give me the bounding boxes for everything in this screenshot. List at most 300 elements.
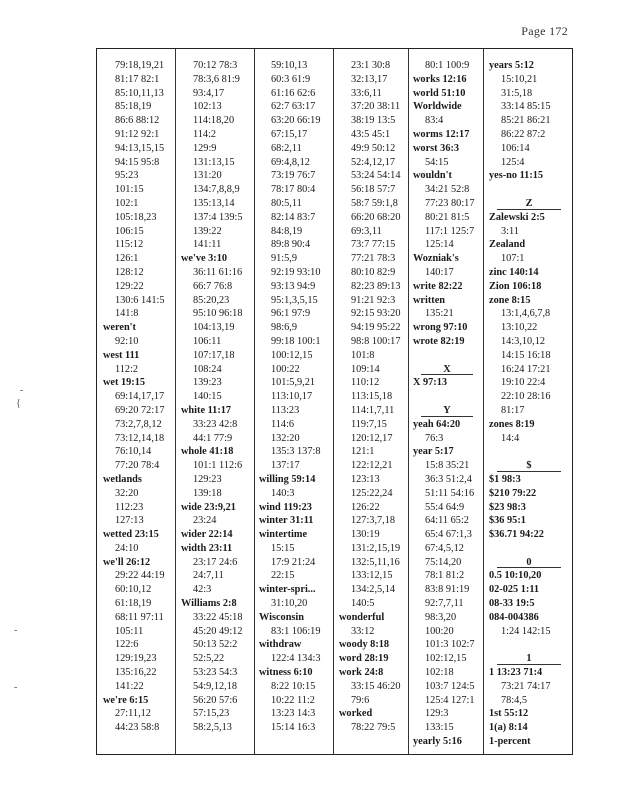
index-entry-ref: 54:15 [425, 156, 449, 168]
index-entry-term: 1(a) 8:14 [489, 722, 528, 734]
index-entry-ref: 56:20 57:6 [193, 694, 238, 706]
index-entry-ref: 33:14 85:15 [501, 101, 551, 113]
blank-line [413, 390, 481, 404]
index-entry-term: worms 12:17 [413, 128, 470, 140]
section-rule [497, 664, 561, 665]
index-entry-ref: 125:4 [501, 156, 525, 168]
index-entry-ref: 23:1 30:8 [351, 60, 391, 71]
index-entry-ref: 53:24 54:14 [351, 170, 401, 182]
index-column-6 [489, 59, 569, 749]
index-entry-ref: 102:13 [193, 101, 222, 113]
index-entry-ref: 98:3,20 [425, 611, 457, 623]
index-entry-ref: 13:1,4,6,7,8 [501, 308, 551, 320]
index-frame [96, 48, 573, 755]
section-rule [497, 471, 561, 472]
index-entry-ref: 114:18,20 [193, 115, 235, 127]
index-entry-ref: 77:20 78:4 [115, 460, 160, 472]
index-entry-ref: 67:15,17 [271, 128, 308, 140]
index-entry-ref: 77:21 78:3 [351, 253, 396, 265]
index-entry-term: withdraw [259, 639, 302, 651]
index-entry-term: X 97:13 [413, 377, 448, 389]
index-entry-ref: 27:11,12 [115, 708, 151, 720]
index-entry-ref: 107:1 [501, 253, 525, 265]
index-entry-ref: 15:14 16:3 [271, 722, 316, 734]
index-entry-ref: 126:1 [115, 253, 139, 265]
index-entry-ref: 81:17 82:1 [115, 73, 160, 85]
index-entry-ref: 129:3 [425, 708, 449, 720]
section-rule [497, 567, 561, 568]
index-entry-ref: 82:14 83:7 [271, 211, 316, 223]
section-rule [497, 209, 561, 210]
index-entry-ref: 94:13,15,15 [115, 142, 165, 154]
index-entry-term: zinc 140:14 [489, 266, 539, 278]
index-entry-term: Worldwide [413, 101, 462, 113]
index-entry-ref: 77:23 80:17 [425, 197, 475, 209]
section-letter [489, 459, 569, 473]
index-entry-ref: 140:17 [425, 266, 454, 278]
index-entry-term: 02-025 1:11 [489, 584, 540, 596]
index-entry-ref: 133:15 [425, 722, 454, 734]
index-entry-term: zones 8:19 [489, 418, 535, 430]
index-entry-ref: 36:3 51:2,4 [425, 473, 472, 485]
index-entry-ref: 102:12,15 [425, 653, 467, 665]
index-entry-ref: 140:5 [351, 598, 375, 610]
index-entry-ref: 114:6 [271, 418, 295, 430]
index-entry-ref: 125:14 [425, 239, 454, 251]
index-entry-ref: 44:1 77:9 [193, 432, 233, 444]
index-entry-term: width 23:11 [181, 542, 233, 554]
index-entry-ref: 94:15 95:8 [115, 156, 160, 168]
index-entry-ref: 91:5,9 [271, 253, 298, 265]
index-entry-term: Williams 2:8 [181, 598, 237, 610]
index-entry-ref: 52:5,22 [193, 653, 225, 665]
index-entry-ref: 140:15 [193, 391, 222, 403]
index-entry-ref: 131:2,15,19 [351, 542, 401, 554]
blank-line [489, 542, 569, 556]
index-entry-ref: 135:16,22 [115, 667, 157, 679]
index-entry-ref: 62:7 63:17 [271, 101, 316, 113]
index-entry-term: $36.71 94:22 [489, 529, 544, 541]
index-entry-ref: 73:7 77:15 [351, 239, 396, 251]
index-entry-ref: 131:13,15 [193, 156, 235, 168]
index-entry-ref: 66:7 76:8 [193, 280, 233, 292]
index-entry-ref: 76:10,14 [115, 446, 152, 458]
index-entry-ref: 117:1 125:7 [425, 225, 475, 237]
index-entry-ref: 45:20 49:12 [193, 625, 243, 637]
index-entry-ref: 33:22 45:18 [193, 611, 243, 623]
index-entry-ref: 61:16 62:6 [271, 87, 316, 99]
index-entry-ref: 36:11 61:16 [193, 266, 243, 278]
index-entry-term: year 5:17 [413, 446, 454, 458]
index-entry-term: worst 36:3 [413, 142, 460, 154]
index-entry-ref: 43:5 45:1 [351, 128, 391, 140]
index-entry-ref: 66:20 68:20 [351, 211, 401, 223]
index-entry-ref: 130:19 [351, 529, 380, 541]
index-entry-term: wrong 97:10 [413, 322, 468, 334]
index-entry-ref: 23:24 [193, 515, 217, 527]
index-entry-ref: 22:10 28:16 [501, 391, 551, 403]
index-entry-ref: 103:7 124:5 [425, 680, 475, 692]
index-entry-ref: 80:1 100:9 [425, 60, 470, 71]
index-entry-ref: 42:3 [193, 584, 212, 596]
margin-mark: { [16, 398, 21, 409]
index-entry-term: we're 6:15 [103, 694, 149, 706]
index-entry-ref: 19:10 22:4 [501, 377, 546, 389]
index-entry-ref: 108:24 [193, 363, 222, 375]
index-entry-ref: 64:11 65:2 [425, 515, 469, 527]
index-entry-ref: 93:13 94:9 [271, 280, 316, 292]
index-entry-ref: 38:19 13:5 [351, 115, 396, 127]
index-entry-ref: 13:23 14:3 [271, 708, 316, 720]
index-entry-ref: 81:17 [501, 404, 525, 416]
index-column-1 [103, 59, 173, 735]
index-entry-ref: 106:15 [115, 225, 144, 237]
index-entry-ref: 95:23 [115, 170, 139, 182]
index-entry-term: 0.5 10:10,20 [489, 570, 542, 582]
index-entry-ref: 122:6 [115, 639, 139, 651]
index-entry-term: $23 98:3 [489, 501, 526, 513]
index-entry-ref: 70:12 78:3 [193, 60, 238, 71]
index-entry-term: yes-no 11:15 [489, 170, 544, 182]
section-letter [413, 404, 481, 418]
section-letter [489, 197, 569, 211]
index-entry-ref: 80:5,11 [271, 197, 302, 209]
index-entry-ref: 60:10,12 [115, 584, 152, 596]
index-entry-ref: 130:6 141:5 [115, 294, 165, 306]
index-entry-term: wetlands [103, 473, 142, 485]
index-entry-ref: 76:3 [425, 432, 444, 444]
index-entry-ref: 49:9 50:12 [351, 142, 396, 154]
index-entry-ref: 78:17 80:4 [271, 184, 316, 196]
index-entry-ref: 120:12,17 [351, 432, 393, 444]
index-entry-ref: 113:23 [271, 404, 300, 416]
index-entry-ref: 31:10,20 [271, 598, 308, 610]
index-entry-ref: 84:8,19 [271, 225, 303, 237]
column-divider [408, 49, 409, 754]
index-entry-ref: 98:6,9 [271, 322, 298, 334]
index-entry-ref: 54:9,12,18 [193, 680, 238, 692]
index-entry-ref: 79:18,19,21 [115, 60, 165, 71]
index-entry-ref: 14:3,10,12 [501, 335, 546, 347]
index-entry-ref: 101:3 102:7 [425, 639, 475, 651]
index-entry-term: $1 98:3 [489, 473, 521, 485]
index-entry-term: Wozniak's [413, 253, 459, 265]
section-letter-text: X [443, 363, 451, 375]
index-entry-ref: 101:8 [351, 349, 375, 361]
index-entry-ref: 102:1 [115, 197, 139, 209]
section-letter-text: 1 [526, 653, 532, 665]
index-entry-ref: 80:10 82:9 [351, 266, 396, 278]
index-entry-ref: 22:15 [271, 570, 295, 582]
index-entry-term: winter 31:11 [259, 515, 314, 527]
index-entry-ref: 52:4,12,17 [351, 156, 396, 168]
index-entry-ref: 15:10,21 [501, 73, 538, 85]
index-entry-ref: 139:18 [193, 487, 222, 499]
index-entry-term: we've 3:10 [181, 253, 228, 265]
index-entry-ref: 129:22 [115, 280, 144, 292]
index-entry-ref: 92:15 93:20 [351, 308, 401, 320]
index-entry-ref: 14:4 [501, 432, 520, 444]
index-entry-ref: 83:4 [425, 115, 444, 127]
column-divider [175, 49, 176, 754]
index-entry-ref: 37:20 38:11 [351, 101, 401, 113]
index-entry-ref: 129:9 [193, 142, 217, 154]
index-entry-ref: 93:4,17 [193, 87, 225, 99]
index-entry-ref: 60:3 61:9 [271, 73, 311, 85]
index-entry-ref: 122:12,21 [351, 460, 393, 472]
index-entry-ref: 68:2,11 [271, 142, 302, 154]
index-entry-ref: 100:12,15 [271, 349, 313, 361]
section-letter [489, 556, 569, 570]
index-entry-ref: 23:17 24:6 [193, 556, 238, 568]
index-entry-ref: 135:3 137:8 [271, 446, 321, 458]
index-entry-ref: 86:22 87:2 [501, 128, 546, 140]
index-entry-ref: 132:20 [271, 432, 300, 444]
index-entry-term: wintertime [259, 529, 308, 541]
index-entry-term: Zealand [489, 239, 526, 251]
index-entry-ref: 104:13,19 [193, 322, 235, 334]
index-entry-term: 1 13:23 71:4 [489, 667, 543, 679]
index-entry-ref: 96:1 97:9 [271, 308, 311, 320]
index-entry-ref: 112:23 [115, 501, 144, 513]
index-entry-ref: 99:18 100:1 [271, 335, 321, 347]
column-divider [483, 49, 484, 754]
section-rule [421, 416, 473, 417]
index-entry-ref: 73:12,14,18 [115, 432, 165, 444]
index-entry-ref: 109:14 [351, 363, 380, 375]
index-entry-ref: 58:2,5,13 [193, 722, 232, 734]
index-entry-ref: 65:4 67:1,3 [425, 529, 472, 541]
index-entry-ref: 91:21 92:3 [351, 294, 396, 306]
index-entry-ref: 113:10,17 [271, 391, 313, 403]
index-column-4 [339, 59, 406, 735]
index-column-5 [413, 59, 481, 749]
index-entry-ref: 32:13,17 [351, 73, 388, 85]
index-entry-ref: 78:1 81:2 [425, 570, 465, 582]
index-entry-ref: 101:1 112:6 [193, 460, 243, 472]
index-entry-ref: 78:4,5 [501, 694, 528, 706]
index-entry-ref: 59:10,13 [271, 60, 308, 71]
index-entry-ref: 129:19,23 [115, 653, 157, 665]
index-entry-term: willing 59:14 [259, 473, 316, 485]
index-entry-ref: 8:22 10:15 [271, 680, 316, 692]
index-entry-ref: 83:8 91:19 [425, 584, 470, 596]
index-entry-ref: 94:19 95:22 [351, 322, 401, 334]
index-entry-ref: 114:1,7,11 [351, 404, 395, 416]
index-entry-ref: 85:20,23 [193, 294, 230, 306]
page-number: Page 172 [521, 24, 568, 38]
index-entry-ref: 95:1,3,5,15 [271, 294, 318, 306]
index-entry-term: Wisconsin [259, 611, 305, 623]
margin-mark: - [20, 385, 24, 396]
blank-line [489, 445, 569, 459]
index-entry-ref: 15:15 [271, 542, 295, 554]
index-entry-ref: 51:11 54:16 [425, 487, 475, 499]
index-entry-ref: 79:6 [351, 694, 370, 706]
index-entry-term: whole 41:18 [181, 446, 234, 458]
index-entry-ref: 69:14,17,17 [115, 391, 165, 403]
index-entry-term: written [413, 294, 446, 306]
index-entry-ref: 98:8 100:17 [351, 335, 401, 347]
index-entry-term: 08-33 19:5 [489, 598, 535, 610]
index-entry-term: Zion 106:18 [489, 280, 542, 292]
index-entry-ref: 92:7,7,11 [425, 598, 464, 610]
index-entry-ref: 56:18 57:7 [351, 184, 396, 196]
index-entry-term: yeah 64:20 [413, 418, 461, 430]
section-letter-text: Y [443, 404, 451, 416]
blank-line [489, 183, 569, 197]
blank-line [489, 638, 569, 652]
index-entry-ref: 115:12 [115, 239, 144, 251]
index-entry-ref: 24:10 [115, 542, 139, 554]
index-entry-ref: 107:17,18 [193, 349, 235, 361]
index-entry-term: wide 23:9,21 [181, 501, 236, 513]
index-entry-ref: 34:21 52:8 [425, 184, 470, 196]
index-entry-ref: 67:4,5,12 [425, 542, 464, 554]
index-entry-ref: 75:14,20 [425, 556, 462, 568]
index-entry-term: zone 8:15 [489, 294, 531, 306]
index-entry-term: 1-percent [489, 736, 531, 748]
index-entry-ref: 105:11 [115, 625, 144, 637]
index-entry-term: Zalewski 2:5 [489, 211, 545, 223]
index-entry-ref: 125:22,24 [351, 487, 393, 499]
section-letter-text: Z [525, 197, 533, 209]
index-entry-term: work 24:8 [339, 667, 384, 679]
index-entry-term: wider 22:14 [181, 529, 233, 541]
index-entry-ref: 113:15,18 [351, 391, 393, 403]
index-entry-term: wonderful [339, 611, 385, 623]
index-entry-ref: 73:2,7,8,12 [115, 418, 162, 430]
index-entry-ref: 31:5,18 [501, 87, 533, 99]
index-entry-ref: 44:23 58:8 [115, 722, 160, 734]
index-entry-ref: 29:22 44:19 [115, 570, 165, 582]
index-entry-ref: 10:22 11:2 [271, 694, 315, 706]
index-entry-ref: 134:7,8,8,9 [193, 184, 240, 196]
index-entry-ref: 17:9 21:24 [271, 556, 316, 568]
index-entry-ref: 92:19 93:10 [271, 266, 321, 278]
index-entry-term: years 5:12 [489, 60, 534, 71]
index-entry-term: white 11:17 [181, 404, 232, 416]
index-entry-ref: 13:10,22 [501, 322, 538, 334]
section-rule [421, 374, 473, 375]
index-entry-term: wet 19:15 [103, 377, 146, 389]
column-divider [333, 49, 334, 754]
index-entry-ref: 127:3,7,18 [351, 515, 396, 527]
index-entry-ref: 33:6,11 [351, 87, 382, 99]
index-entry-ref: 131:20 [193, 170, 222, 182]
index-entry-ref: 91:12 92:1 [115, 128, 160, 140]
index-entry-term: worked [339, 708, 373, 720]
index-entry-ref: 141:22 [115, 680, 144, 692]
index-entry-ref: 135:21 [425, 308, 454, 320]
index-entry-term: 1st 55:12 [489, 708, 529, 720]
index-entry-ref: 95:10 96:18 [193, 308, 243, 320]
index-column-2 [181, 59, 252, 735]
index-entry-term: wind 119:23 [259, 501, 312, 513]
index-entry-ref: 137:17 [271, 460, 300, 472]
index-entry-term: woody 8:18 [339, 639, 390, 651]
index-entry-ref: 57:15,23 [193, 708, 230, 720]
index-entry-ref: 139:22 [193, 225, 222, 237]
index-entry-ref: 15:8 35:21 [425, 460, 470, 472]
index-entry-ref: 141:11 [193, 239, 222, 251]
index-entry-ref: 114:2 [193, 128, 217, 140]
index-entry-ref: 85:21 86:21 [501, 115, 551, 127]
index-entry-ref: 92:10 [115, 335, 139, 347]
index-entry-term: write 82:22 [413, 280, 463, 292]
index-column-3 [259, 59, 331, 735]
index-entry-ref: 3:11 [501, 225, 519, 237]
index-entry-ref: 83:1 106:19 [271, 625, 321, 637]
index-entry-term: weren't [103, 322, 136, 334]
index-entry-ref: 100:20 [425, 625, 454, 637]
index-entry-ref: 128:12 [115, 266, 144, 278]
index-entry-ref: 121:1 [351, 446, 375, 458]
column-divider [254, 49, 255, 754]
section-letter [489, 652, 569, 666]
index-entry-ref: 69:3,11 [351, 225, 382, 237]
index-entry-ref: 58:7 59:1,8 [351, 197, 398, 209]
index-entry-term: west 111 [103, 349, 140, 361]
index-entry-ref: 73:21 74:17 [501, 680, 551, 692]
index-entry-ref: 69:4,8,12 [271, 156, 310, 168]
index-entry-term: wetted 23:15 [103, 529, 159, 541]
index-entry-ref: 78:22 79:5 [351, 722, 396, 734]
index-entry-term: yearly 5:16 [413, 736, 462, 748]
index-entry-ref: 14:15 16:18 [501, 349, 551, 361]
index-entry-ref: 24:7,11 [193, 570, 224, 582]
index-entry-ref: 86:6 88:12 [115, 115, 160, 127]
index-entry-ref: 33:15 46:20 [351, 680, 401, 692]
index-entry-term: we'll 26:12 [103, 556, 151, 568]
index-entry-ref: 53:23 54:3 [193, 667, 238, 679]
index-entry-ref: 63:20 66:19 [271, 115, 321, 127]
margin-mark: - [14, 625, 18, 636]
index-entry-ref: 16:24 17:21 [501, 363, 551, 375]
index-entry-term: word 28:19 [339, 653, 389, 665]
index-entry-ref: 89:8 90:4 [271, 239, 311, 251]
index-entry-ref: 139:23 [193, 377, 222, 389]
index-entry-ref: 55:4 64:9 [425, 501, 465, 513]
index-entry-ref: 127:13 [115, 515, 144, 527]
index-entry-ref: 32:20 [115, 487, 139, 499]
index-entry-ref: 68:11 97:11 [115, 611, 164, 623]
index-entry-ref: 129:23 [193, 473, 222, 485]
section-letter-text: 0 [526, 556, 532, 568]
index-entry-ref: 85:10,11,13 [115, 87, 164, 99]
index-entry-term: $36 95:1 [489, 515, 526, 527]
index-entry-term: witness 6:10 [259, 667, 313, 679]
index-entry-term: $210 79:22 [489, 487, 537, 499]
index-entry-ref: 141:8 [115, 308, 139, 320]
index-entry-ref: 69:20 72:17 [115, 404, 165, 416]
index-entry-ref: 133:12,15 [351, 570, 393, 582]
index-entry-ref: 135:13,14 [193, 197, 235, 209]
index-entry-ref: 50:13 52:2 [193, 639, 238, 651]
index-entry-term: 084-004386 [489, 611, 539, 623]
index-entry-ref: 105:18,23 [115, 211, 157, 223]
index-entry-ref: 125:4 127:1 [425, 694, 475, 706]
index-entry-ref: 123:13 [351, 473, 380, 485]
section-letter-text: $ [526, 460, 532, 472]
index-entry-ref: 126:22 [351, 501, 380, 513]
index-entry-ref: 78:3,6 81:9 [193, 73, 240, 85]
index-entry-ref: 132:5,11,16 [351, 556, 400, 568]
index-entry-ref: 33:23 42:8 [193, 418, 238, 430]
index-entry-term: wrote 82:19 [413, 335, 465, 347]
index-entry-term: works 12:16 [413, 73, 467, 85]
index-entry-ref: 112:2 [115, 363, 139, 375]
